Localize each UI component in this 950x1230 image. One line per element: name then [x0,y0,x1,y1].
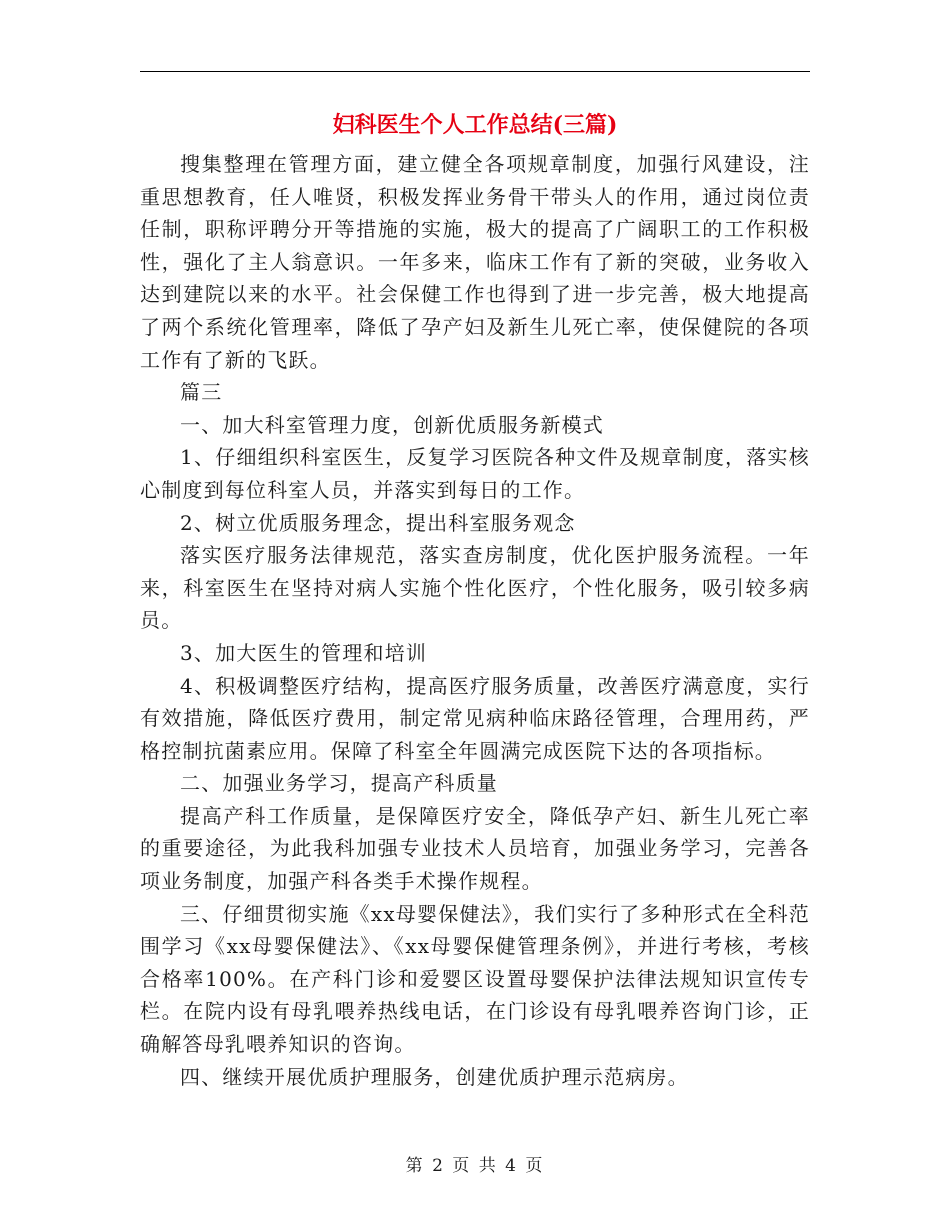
section-heading: 二、加强业务学习，提高产科质量 [180,771,498,796]
section-heading: 篇三 [180,380,223,405]
paragraph: 1、仔细组织科室医生，反复学习医院各种文件及规章制度，落实核心制度到每位科室人员，并落实到每日的工作。 [140,445,810,502]
section-heading: 3、加大医生的管理和培训 [180,640,428,665]
paragraph: 三、仔细贯彻实施《xx母婴保健法》，我们实行了多种形式在全科范围学习《xx母婴保健法》、《xx母婴保健管理条例》，并进行考核，考核合格率100%。在产科门诊和爱婴区设置母婴保护法律法规知识宣传专栏。在院内设有母乳喂养热线电话，在门诊设有母乳喂养咨询门诊，正确解答母乳喂养知识的咨询。 [140,901,810,1057]
section-heading: 2、树立优质服务理念，提出科室服务观念 [180,510,576,535]
paragraph: 搜集整理在管理方面，建立健全各项规章制度，加强行风建设，注重思想教育，任人唯贤，积极发挥业务骨干带头人的作用，通过岗位责任制，职称评聘分开等措施的实施，极大的提高了广阔职工的工作积极性，强化了主人翁意识。一年多来，临床工作有了新的突破，业务收入达到建院以来的水平。社会保健工作也得到了进一步完善，极大地提高了两个系统化管理率，降低了孕产妇及新生儿死亡率，使保健院的各项工作有了新的飞跃。 [140,152,810,372]
paragraph: 4、积极调整医疗结构，提高医疗服务质量，改善医疗满意度，实行有效措施，降低医疗费用，制定常见病种临床路径管理，合理用药，严格控制抗菌素应用。保障了科室全年圆满完成医院下达的各项指标。 [140,673,810,763]
paragraph: 提高产科工作质量，是保障医疗安全，降低孕产妇、新生儿死亡率的重要途径，为此我科加强专业技术人员培育，加强业务学习，完善各项业务制度，加强产科各类手术操作规程。 [140,803,810,894]
paragraph: 落实医疗服务法律规范，落实查房制度，优化医护服务流程。一年来，科室医生在坚持对病人实施个性化医疗，个性化服务，吸引较多病员。 [140,543,810,633]
section-heading: 四、继续开展优质护理服务，创建优质护理示范病房。 [180,1064,689,1089]
header-rule [140,71,810,72]
document-title: 妇科医生个人工作总结(三篇) [332,112,618,138]
page-footer: 第 2 页 共 4 页 [405,1156,545,1176]
section-heading: 一、加大科室管理力度，创新优质服务新模式 [180,412,604,437]
document-body [140,148,810,1093]
